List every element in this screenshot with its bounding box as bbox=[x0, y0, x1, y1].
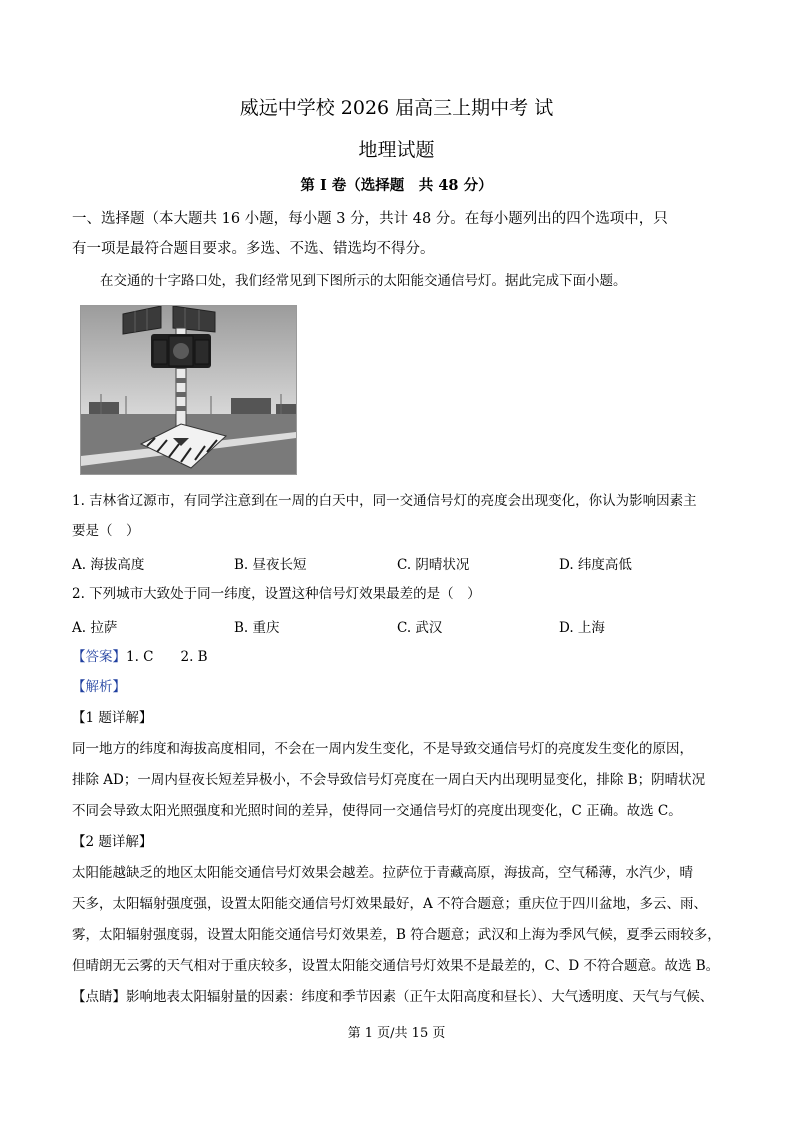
detail-2-line3: 雾，太阳辐射强度弱，设置太阳能交通信号灯效果差，B 符合题意；武汉和上海为季风气候，夏季云雨较多， bbox=[72, 927, 721, 943]
exam-title: 威远中学校 2026 届高三上期中考 试 bbox=[239, 97, 554, 119]
material-intro: 在交通的十字路口处，我们经常见到下图所示的太阳能交通信号灯。据此完成下面小题。 bbox=[100, 273, 627, 289]
question-2-stem: 2. 下列城市大致处于同一纬度，设置这种信号灯效果最差的是（ ） bbox=[72, 586, 481, 602]
detail-2-line2: 天多，太阳辐射强度强，设置太阳能交通信号灯效果最好，A 不符合题意；重庆位于四川盆地，多云、雨、 bbox=[72, 896, 708, 912]
section-instruction-line1: 一、选择题（本大题共 16 小题，每小题 3 分，共计 48 分。在每小题列出的四个选项中，只 bbox=[72, 211, 668, 227]
detail-2-line1: 太阳能越缺乏的地区太阳能交通信号灯效果会越差。拉萨位于青藏高原，海拔高，空气稀薄，水汽少，晴 bbox=[72, 865, 693, 881]
exam-part-heading: 第 I 卷（选择题 共 48 分） bbox=[300, 177, 493, 194]
detail-1-line2: 排除 AD；一周内昼夜长短差异极小，不会导致信号灯亮度在一周白天内出现明显变化，排除 B；阴晴状况 bbox=[72, 772, 706, 788]
tip-line bbox=[72, 988, 713, 1006]
question-2-option-d: D. 上海 bbox=[559, 620, 605, 636]
question-1-option-b: B. 昼夜长短 bbox=[234, 557, 307, 573]
detail-1-line3: 不同会导致太阳光照强度和光照时间的差异，使得同一交通信号灯的亮度出现变化，C 正确。故选 C。 bbox=[72, 803, 682, 819]
question-2-option-a: A. 拉萨 bbox=[72, 620, 118, 636]
detail-1-line1: 同一地方的纬度和海拔高度相同，不会在一周内发生变化，不是导致交通信号灯的亮度发生变化的原因， bbox=[72, 741, 693, 757]
page-footer: 第 1 页/共 15 页 bbox=[347, 1026, 446, 1041]
detail-1-tag: 【1 题详解】 bbox=[72, 710, 153, 726]
tip-text: 影响地表太阳辐射量的因素：纬度和季节因素（正午太阳高度和昼长）、大气透明度、天气与气候、 bbox=[126, 989, 714, 1005]
question-1-option-d: D. 纬度高低 bbox=[559, 557, 632, 573]
traffic-light-illustration bbox=[81, 306, 296, 474]
detail-2-tag: 【2 题详解】 bbox=[72, 834, 153, 850]
answer-tag: 【答案】 bbox=[72, 649, 126, 665]
question-2-option-b: B. 重庆 bbox=[234, 620, 280, 636]
section-instruction-line2: 有一项是最符合题目要求。多选、不选、错选均不得分。 bbox=[72, 241, 435, 257]
question-1-option-c: C. 阴晴状况 bbox=[397, 557, 470, 573]
question-1-option-a: A. 海拔高度 bbox=[72, 557, 145, 573]
detail-2-line4: 但晴朗无云雾的天气相对于重庆较多，设置太阳能交通信号灯效果不是最差的，C、D 不符合题意。故选 B。 bbox=[72, 958, 720, 974]
analysis-tag: 【解析】 bbox=[72, 679, 126, 695]
exam-subtitle: 地理试题 bbox=[358, 139, 435, 161]
solar-traffic-light-photo bbox=[80, 305, 297, 475]
answer-line bbox=[72, 648, 208, 666]
question-1-stem-line1: 1. 吉林省辽源市，有同学注意到在一周的白天中，同一交通信号灯的亮度会出现变化，你认为影响因素主 bbox=[72, 493, 697, 509]
answer-text: 1. C 2. B bbox=[126, 649, 208, 665]
question-1-stem-line2: 要是（ ） bbox=[72, 523, 140, 539]
tip-tag: 【点睛】 bbox=[72, 989, 126, 1005]
question-2-option-c: C. 武汉 bbox=[397, 620, 443, 636]
